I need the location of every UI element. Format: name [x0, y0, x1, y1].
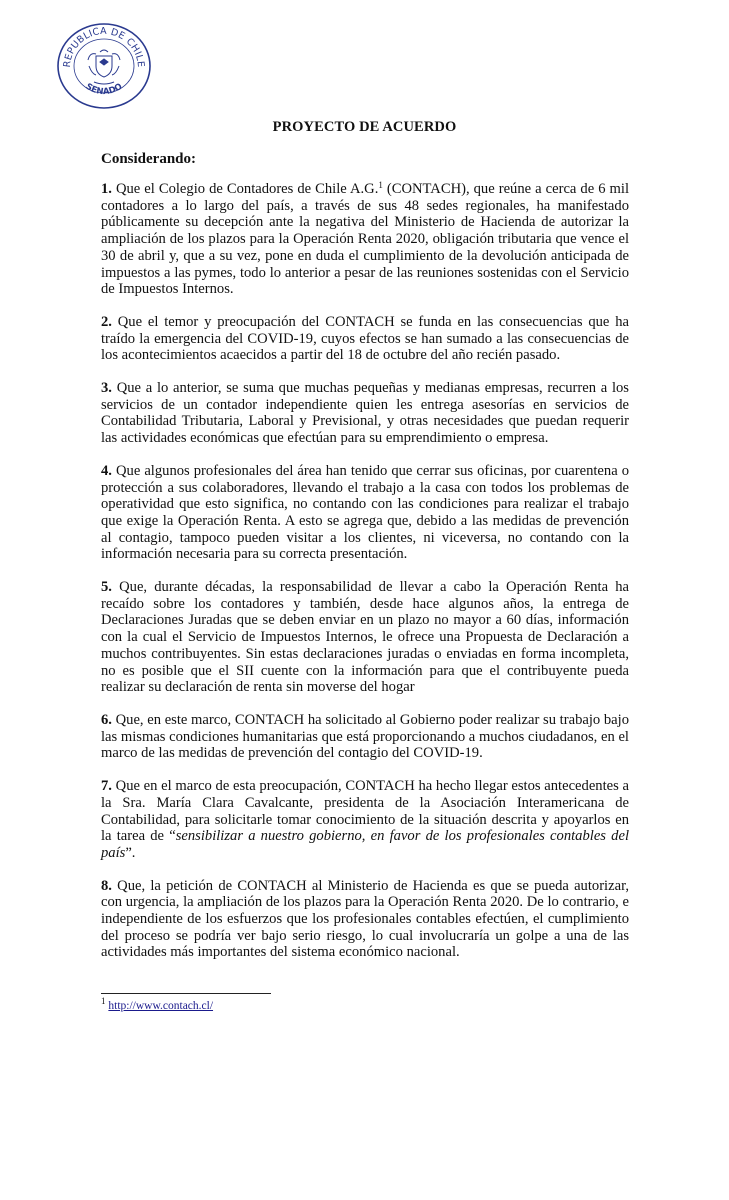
footnote-number: 1	[101, 996, 106, 1006]
paragraph-text: (CONTACH), que reúne a cerca de 6 mil contadores a lo largo del país, a través de sus 48 sedes regionales, ha manifestado públicamente su decepción ante la negativa del Ministerio de Hacienda de autorizar la ampliación de los plazos para la Operación Renta 2020, obligación tributaria que vence el 30 de abril y, que a su vez, pone en duda el cumplimiento de la devolución anticipada de impuestos a las pymes, todo lo anterior a pesar de las reuniones sostenidas con el Servicio de Impuestos Internos.	[101, 181, 629, 298]
svg-text:REPUBLICA DE CHILE: REPUBLICA DE CHILE	[61, 25, 147, 68]
paragraph-4	[101, 463, 629, 563]
document-title: PROYECTO DE ACUERDO	[272, 119, 457, 135]
paragraph-text: Que, durante décadas, la responsabilidad de llevar a cabo la Operación Renta ha recaído sobre los contadores y también, desde hace algunos años, la entrega de Declaraciones Juradas que se deben enviar en un plazo no mayor a 60 días, información con la cual el Servicio de Impuestos Internos, le ofrece una Propuesta de Declaración a muchos contribuyentes. Sin estas declaraciones juradas o enviadas en forma incompleta, no es posible que el SII cuente con la información para que el contribuyente pueda realizar su declaración de renta sin moverse del hogar	[101, 579, 629, 696]
considerando-heading: Considerando:	[101, 151, 197, 167]
paragraph-5	[101, 579, 629, 696]
quoted-italic-text: sensibilizar a nuestro gobierno, en favor de los profesionales contables del país	[101, 828, 629, 861]
paragraph-text: Que en el marco de esta preocupación, CONTACH ha hecho llegar estos antecedentes a la Sra. María Clara Cavalcante, presidenta de la Asociación Interamericana de Contabilidad, para solicitarle tomar conocimiento de la situación descrita y apoyarlos en la tarea de “	[101, 778, 629, 845]
paragraph-number: 2.	[101, 313, 112, 330]
coat-of-arms-icon	[88, 50, 120, 84]
paragraph-text: Que a lo anterior, se suma que muchas pequeñas y medianas empresas, recurren a los servicios de un contador independiente quien les entrega asesorías en servicios de Contabilidad Tributaria, Laboral y Previsional, y otras necesidades que puedan requerir las actividades económicas que efectúan para su emprendimiento o empresa.	[101, 380, 629, 447]
paragraph-1	[101, 181, 629, 298]
paragraph-number: 5.	[101, 579, 112, 596]
footnote	[101, 996, 214, 1012]
paragraph-text: Que el temor y preocupación del CONTACH se funda en las consecuencias que ha traído la emergencia del COVID-19, cuyos efectos se han sumado a las consecuencias de los acontecimientos acaecidos a partir del 18 de octubre del año recién pasado.	[101, 313, 629, 364]
paragraph-3	[101, 380, 629, 447]
paragraph-2	[101, 314, 629, 364]
paragraph-number: 1.	[101, 181, 112, 197]
paragraph-text: Que el Colegio de Contadores de Chile A.G.	[111, 181, 379, 197]
document-body	[101, 181, 629, 977]
footnote-marker: 1	[378, 180, 383, 190]
paragraph-text: Que, la petición de CONTACH al Ministerio de Hacienda es que se pueda autorizar, con urgencia, la ampliación de los plazos para la Operación Renta 2020. De lo contrario, e independiente de los esfuerzos que los profesionales contables efectúen, el cumplimiento del proceso se podría ver bajo serio riesgo, lo cual involucraría un golpe a una de las actividades más importantes del sistema económico nacional.	[101, 877, 629, 961]
paragraph-number: 3.	[101, 380, 112, 397]
senado-seal	[56, 18, 152, 114]
paragraph-6	[101, 712, 629, 762]
svg-text:SENADO: SENADO	[83, 81, 125, 98]
paragraph-number: 7.	[101, 778, 112, 795]
paragraph-text: Que algunos profesionales del área han tenido que cerrar sus oficinas, por cuarentena o protección a sus colaboradores, llevando el trabajo a la casa con todos los problemas de operatividad que esto significa, no contando con las condiciones para realizar el trabajo que exige la Operación Renta. A esto se agrega que, debido a las medidas de prevención al contagio, tampoco pueden visitar a los clientes, ni viceversa, no contando con la información necesaria para su correcta presentación.	[101, 462, 629, 563]
paragraph-text: ”.	[125, 844, 136, 861]
footnote-separator	[101, 993, 271, 994]
paragraph-7	[101, 778, 629, 862]
paragraph-number: 4.	[101, 462, 112, 479]
footnote-link[interactable]: http://www.contach.cl/	[108, 1000, 214, 1012]
paragraph-number: 6.	[101, 711, 112, 728]
paragraph-number: 8.	[101, 877, 112, 894]
paragraph-text: Que, en este marco, CONTACH ha solicitado al Gobierno poder realizar su trabajo bajo las mismas condiciones humanitarias que está proporcionando a muchos ciudadanos, en el marco de las medidas de prevención del contagio del COVID-19.	[101, 711, 629, 762]
paragraph-8	[101, 878, 629, 962]
